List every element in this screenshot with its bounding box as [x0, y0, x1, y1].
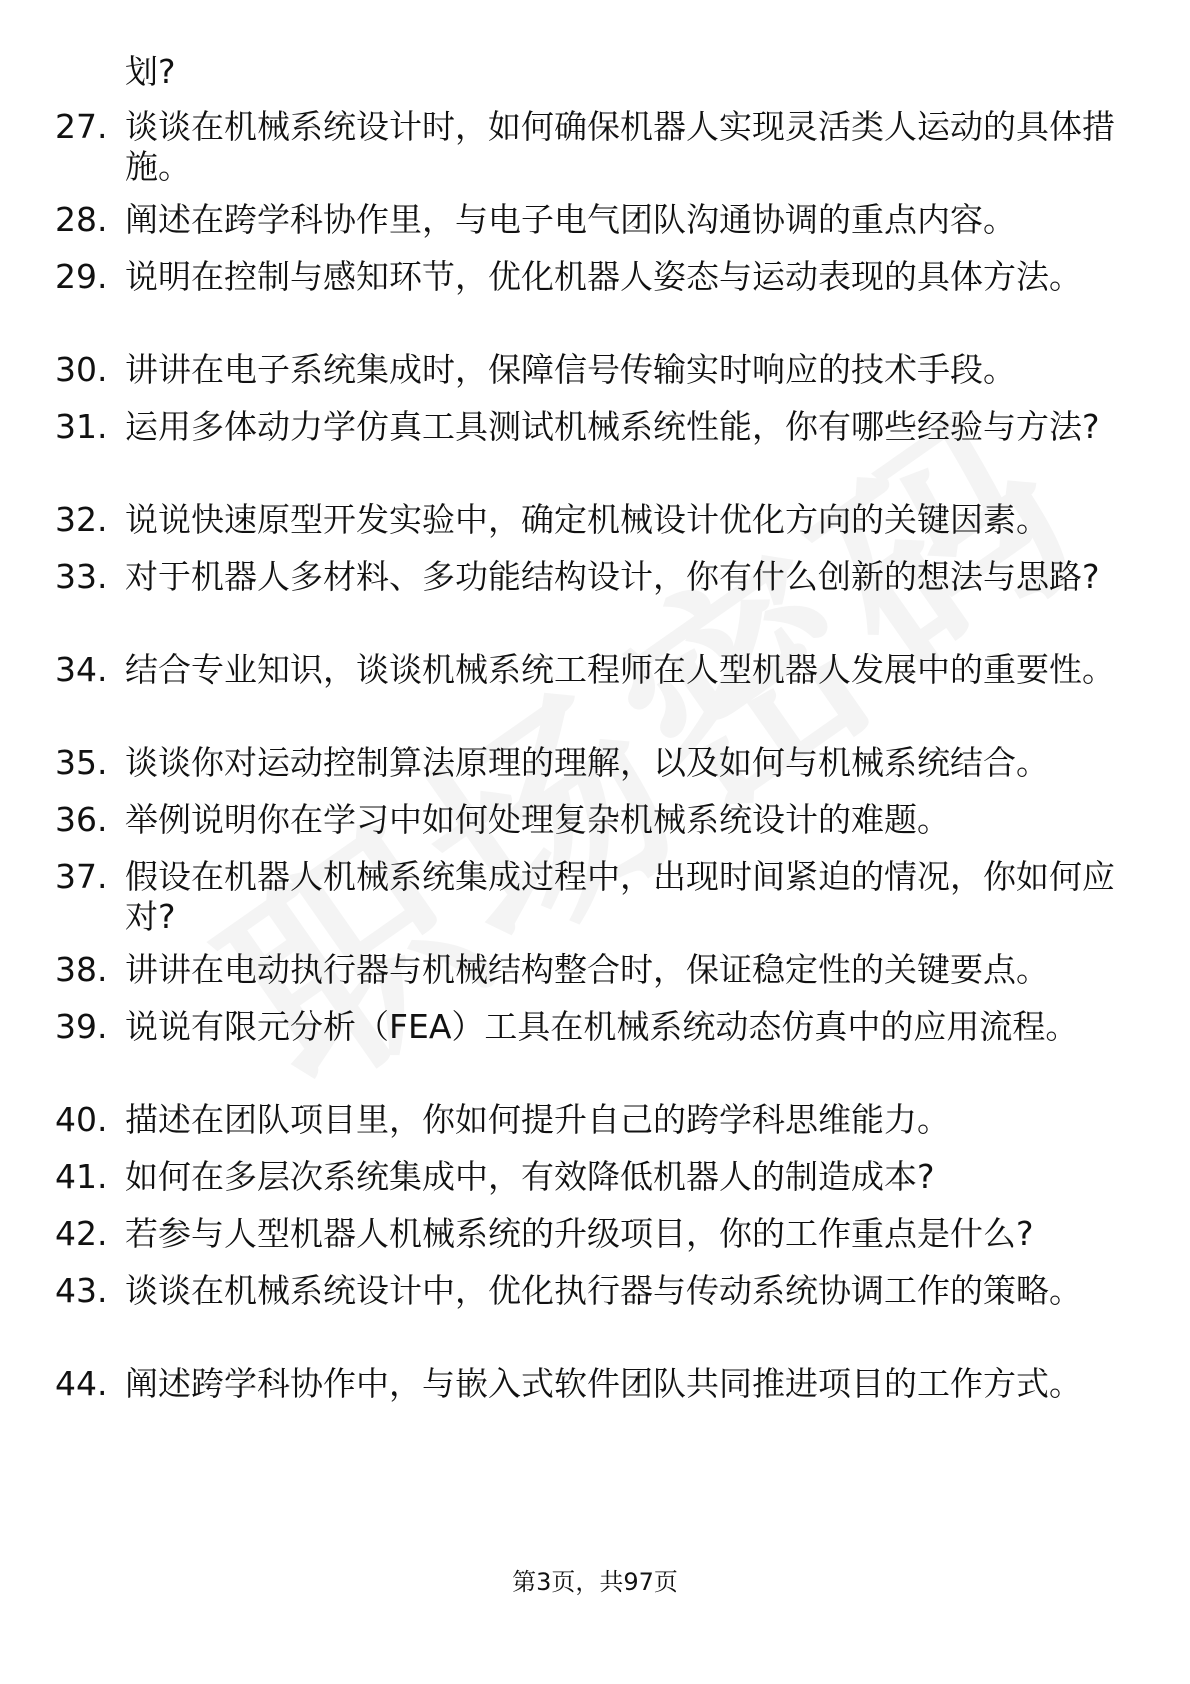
list-item — [55, 500, 1115, 540]
list-item — [55, 1364, 1115, 1404]
question-number: 43. — [55, 1271, 108, 1310]
list-item — [55, 1157, 1115, 1197]
question-number: 34. — [55, 650, 108, 689]
page-footer: 第3页，共97页 — [512, 1568, 678, 1596]
question-number: 31. — [55, 407, 108, 446]
list-item — [55, 257, 1115, 297]
question-text: 谈谈在机械系统设计时，如何确保机器人实现灵活类人运动的具体措施。 — [125, 107, 1115, 186]
question-number: 30. — [55, 350, 108, 389]
question-text: 举例说明你在学习中如何处理复杂机械系统设计的难题。 — [125, 800, 950, 839]
list-item — [55, 857, 1115, 937]
list-item — [55, 107, 1115, 187]
list-item — [55, 743, 1115, 783]
list-item — [55, 407, 1115, 447]
question-number: 41. — [55, 1157, 108, 1196]
list-item — [55, 1100, 1115, 1140]
list-item — [55, 1007, 1115, 1047]
question-text: 讲讲在电子系统集成时，保障信号传输实时响应的技术手段。 — [125, 350, 1016, 389]
question-text: 说明在控制与感知环节，优化机器人姿态与运动表现的具体方法。 — [125, 257, 1082, 296]
list-item — [55, 800, 1115, 840]
question-text: 说说有限元分析（FEA）工具在机械系统动态仿真中的应用流程。 — [125, 1007, 1079, 1046]
continuation-text: 划? — [125, 52, 176, 91]
list-item — [55, 950, 1115, 990]
list-item — [55, 350, 1115, 390]
question-text: 如何在多层次系统集成中，有效降低机器人的制造成本? — [125, 1157, 935, 1196]
question-text: 阐述跨学科协作中，与嵌入式软件团队共同推进项目的工作方式。 — [125, 1364, 1082, 1403]
question-text: 若参与人型机器人机械系统的升级项目，你的工作重点是什么? — [125, 1214, 1034, 1253]
question-number: 38. — [55, 950, 108, 989]
question-number: 28. — [55, 200, 108, 239]
question-number: 37. — [55, 857, 108, 896]
question-text: 谈谈在机械系统设计中，优化执行器与传动系统协调工作的策略。 — [125, 1271, 1082, 1310]
question-number: 27. — [55, 107, 108, 146]
question-text: 运用多体动力学仿真工具测试机械系统性能，你有哪些经验与方法? — [125, 407, 1100, 446]
question-text: 假设在机器人机械系统集成过程中，出现时间紧迫的情况，你如何应对? — [125, 857, 1115, 936]
question-number: 42. — [55, 1214, 108, 1253]
question-number: 36. — [55, 800, 108, 839]
list-item — [55, 200, 1115, 240]
question-text: 阐述在跨学科协作里，与电子电气团队沟通协调的重点内容。 — [125, 200, 1016, 239]
question-number: 44. — [55, 1364, 108, 1403]
question-number: 35. — [55, 743, 108, 782]
question-number: 29. — [55, 257, 108, 296]
question-text: 说说快速原型开发实验中，确定机械设计优化方向的关键因素。 — [125, 500, 1049, 539]
question-number: 32. — [55, 500, 108, 539]
question-number: 40. — [55, 1100, 108, 1139]
question-text: 结合专业知识，谈谈机械系统工程师在人型机器人发展中的重要性。 — [125, 650, 1115, 689]
question-number: 33. — [55, 557, 108, 596]
question-text: 讲讲在电动执行器与机械结构整合时，保证稳定性的关键要点。 — [125, 950, 1049, 989]
question-text: 描述在团队项目里，你如何提升自己的跨学科思维能力。 — [125, 1100, 950, 1139]
list-item — [55, 1214, 1115, 1254]
list-item — [55, 650, 1115, 690]
question-number: 39. — [55, 1007, 108, 1046]
list-item — [55, 1271, 1115, 1311]
question-text: 谈谈你对运动控制算法原理的理解，以及如何与机械系统结合。 — [125, 743, 1049, 782]
question-text: 对于机器人多材料、多功能结构设计，你有什么创新的想法与思路? — [125, 557, 1100, 596]
list-item — [55, 557, 1115, 597]
